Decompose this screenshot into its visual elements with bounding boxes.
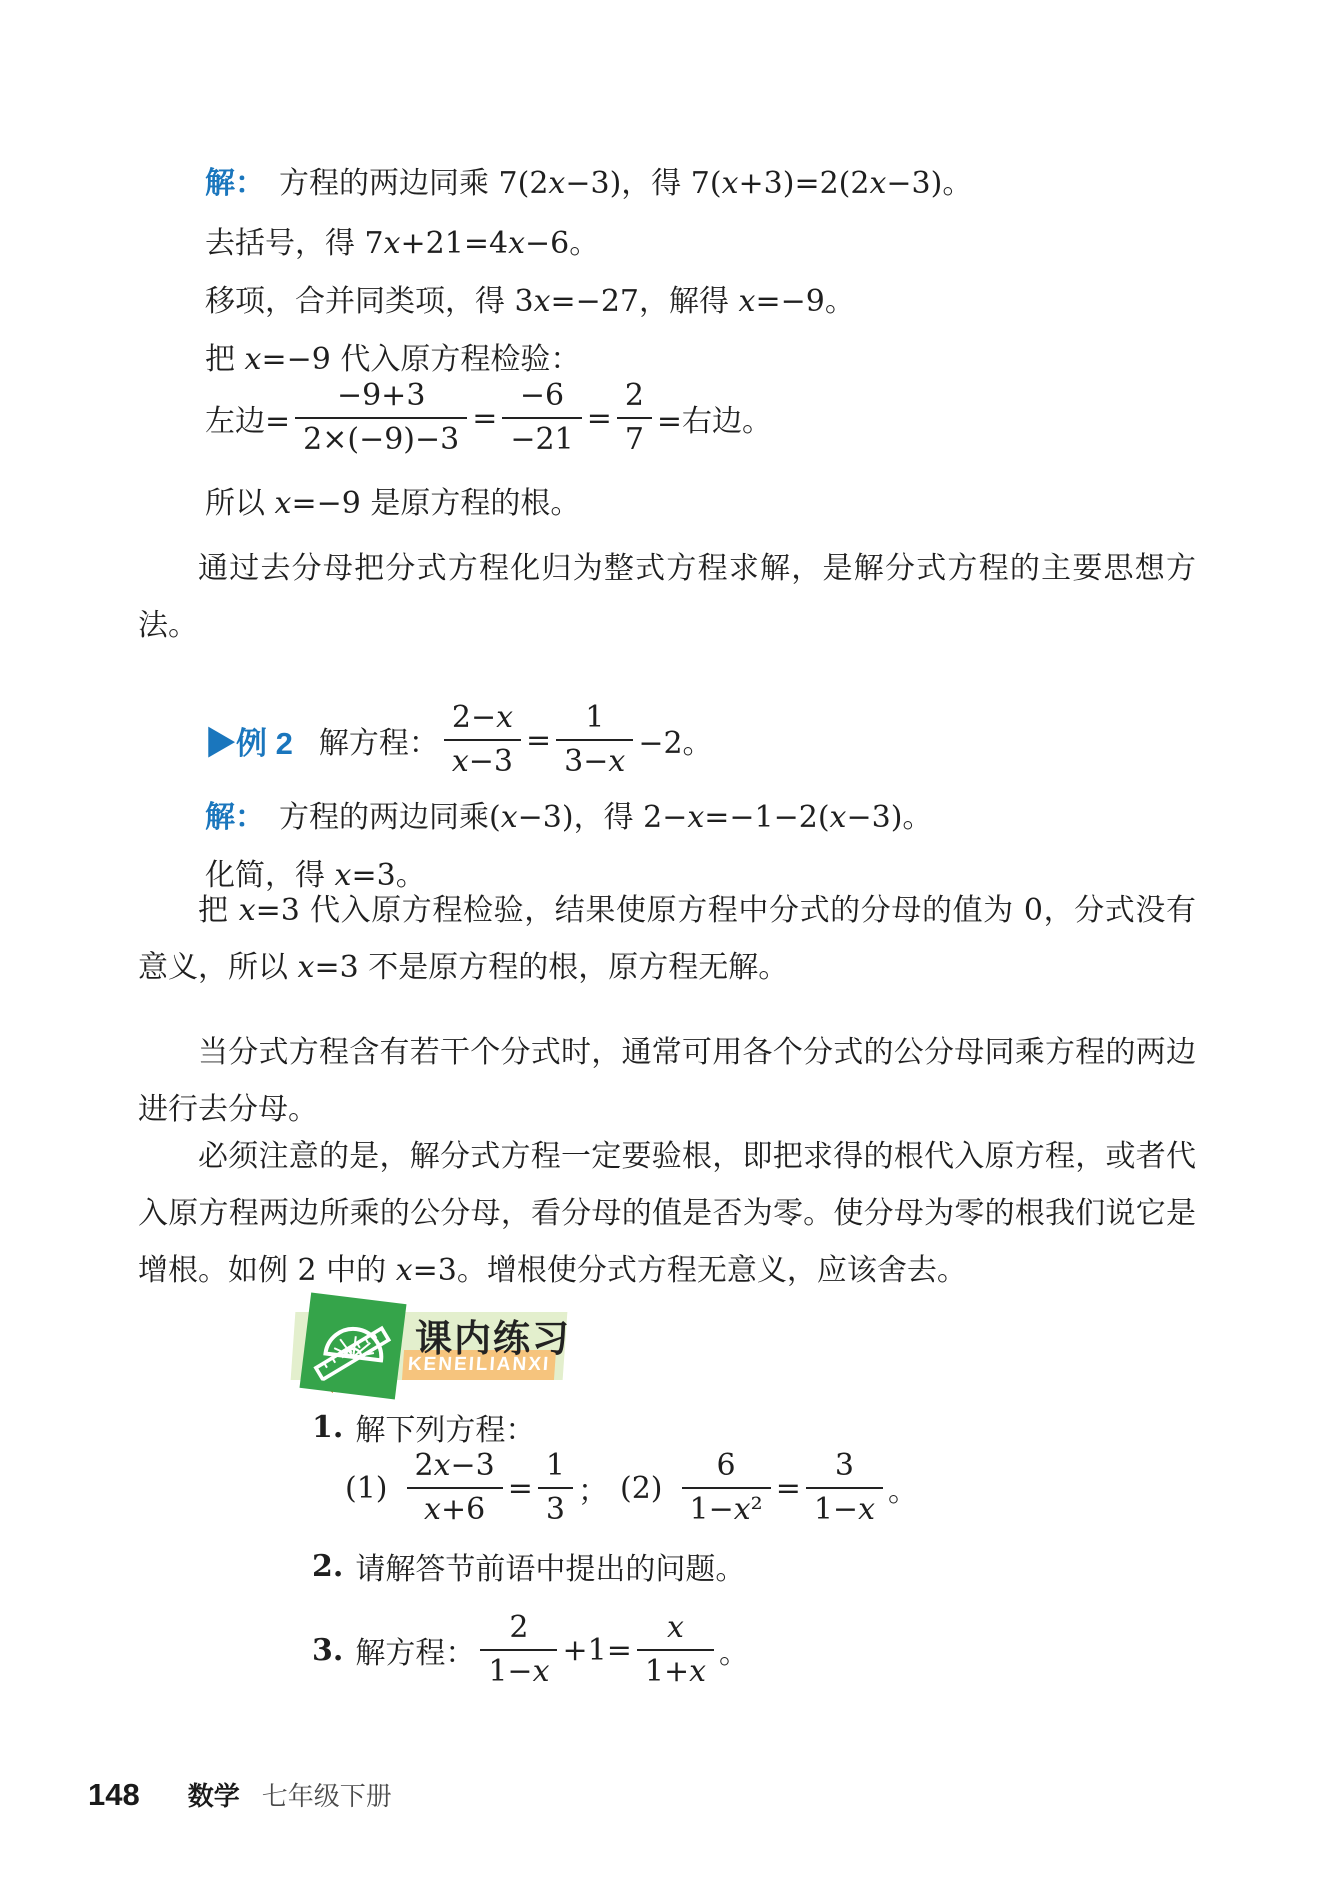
example2-lead: 解方程： xyxy=(318,726,439,761)
equals-sign: = xyxy=(526,722,552,758)
fraction-denominator: 3−x xyxy=(556,739,633,781)
exercise-number: 2. xyxy=(312,1548,344,1584)
practice-badge-title: 课内练习 xyxy=(415,1318,571,1359)
example2-fraction-2 xyxy=(556,699,633,781)
exercise-item-3 xyxy=(312,1604,749,1696)
solution1-check-equation xyxy=(205,368,772,468)
part1-fraction-1 xyxy=(407,1447,503,1529)
solution-label: 解： xyxy=(205,167,265,200)
example2-heading xyxy=(205,692,713,788)
fraction-numerator: x xyxy=(666,1610,684,1645)
practice-badge-subtitle: KENEILIANXI xyxy=(407,1354,551,1375)
paragraph-common-denominator: 当分式方程含有若干个分式时，通常可用各个分式的公分母同乘方程的两边进行去分母。 xyxy=(138,1035,1196,1127)
paragraph-method: 通过去分母把分式方程化归为整式方程求解，是解分式方程的主要思想方法。 xyxy=(138,551,1196,643)
fraction-numerator: 2 xyxy=(509,1610,529,1645)
solution1-line1-text: 方程的两边同乘 7(2x−3)，得 7(x+3)=2(2x−3)。 xyxy=(279,166,973,201)
solution1-conclusion xyxy=(205,478,580,522)
exercise-2-text: 请解答节前语中提出的问题。 xyxy=(355,1552,746,1587)
part2-tail: 。 xyxy=(887,1474,918,1509)
fraction-denominator: 1+x xyxy=(637,1649,714,1691)
exercise3-fraction-2 xyxy=(637,1609,714,1691)
fraction-denominator: x+6 xyxy=(407,1487,503,1529)
solution1-line3-text: 移项，合并同类项，得 3x=−27，解得 x=−9。 xyxy=(205,284,855,319)
practice-badge xyxy=(283,1296,583,1400)
exercise3-middle: +1= xyxy=(562,1632,632,1668)
equals-sign: = xyxy=(472,400,498,436)
exercise3-tail: 。 xyxy=(719,1636,750,1671)
exercise-number: 3. xyxy=(312,1632,344,1668)
example2-solution-line1-text: 方程的两边同乘(x−3)，得 2−x=−1−2(x−3)。 xyxy=(279,800,933,835)
exercise-1-part-1 xyxy=(345,1442,608,1534)
page-number: 148 xyxy=(88,1777,140,1812)
part1-tail: ； xyxy=(577,1474,608,1509)
footer-grade: 七年级下册 xyxy=(261,1781,392,1811)
example2-marker: ▶例 2 xyxy=(205,725,293,761)
fraction-denominator: 1−x xyxy=(806,1487,883,1529)
fraction-denominator: x−3 xyxy=(444,739,521,781)
exercise-1-part-2 xyxy=(620,1442,918,1534)
solution1-line2 xyxy=(205,218,599,262)
part2-fraction-1 xyxy=(682,1447,771,1529)
example2-solution-line2-text: 化简，得 x=3。 xyxy=(205,858,426,893)
exercise-3-lead: 解方程： xyxy=(355,1636,476,1671)
solution1-line3 xyxy=(205,276,855,320)
exercise3-fraction-1 xyxy=(480,1609,557,1691)
paragraph-example2-check: 把 x=3 代入原方程检验，结果使原方程中分式的分母的值为 0，分式没有意义，所以 x=3 不是原方程的根，原方程无解。 xyxy=(138,893,1196,985)
fraction-numerator: 6 xyxy=(716,1448,736,1483)
fraction-numerator: −6 xyxy=(519,378,565,413)
check-fraction-3 xyxy=(617,377,652,459)
exercise-1-text: 解下列方程： xyxy=(355,1413,536,1448)
part1-fraction-2 xyxy=(538,1447,573,1529)
fraction-denominator: 2×(−9)−3 xyxy=(295,417,467,459)
fraction-numerator: 3 xyxy=(834,1448,854,1483)
solution1-line1 xyxy=(205,158,972,202)
page-footer xyxy=(88,1776,392,1813)
fraction-denominator: −21 xyxy=(502,417,581,459)
exercise-item-2 xyxy=(312,1544,745,1588)
equals-sign: = xyxy=(586,400,612,436)
solution1-conclusion-text: 所以 x=−9 是原方程的根。 xyxy=(205,486,581,521)
example2-fraction-1 xyxy=(444,699,521,781)
protractor-ruler-icon xyxy=(308,1299,398,1392)
check-fraction-2 xyxy=(502,377,581,459)
solution-label: 解： xyxy=(205,801,265,834)
part-number: (2) xyxy=(620,1470,663,1506)
example2-solution-line1 xyxy=(205,792,932,836)
fraction-numerator: 1 xyxy=(585,700,605,735)
exercise-number: 1. xyxy=(312,1409,344,1445)
check-lhs: 左边= xyxy=(205,404,291,439)
check-rhs: =右边。 xyxy=(656,404,773,439)
fraction-numerator: 2−x xyxy=(451,700,514,735)
fraction-numerator: 2x−3 xyxy=(414,1448,495,1483)
solution1-line4-text: 把 x=−9 代入原方程检验： xyxy=(205,342,581,377)
fraction-denominator: 1−x xyxy=(480,1649,557,1691)
equals-sign: = xyxy=(775,1470,801,1506)
fraction-denominator: 7 xyxy=(617,417,652,459)
footer-subject: 数学 xyxy=(187,1781,240,1811)
equals-sign: = xyxy=(507,1470,533,1506)
fraction-numerator: 1 xyxy=(545,1448,565,1483)
part-number: (1) xyxy=(345,1470,388,1506)
check-fraction-1 xyxy=(295,377,467,459)
example2-tail: −2。 xyxy=(638,726,713,761)
fraction-denominator: 1−x² xyxy=(682,1487,771,1529)
paragraph-root-check-note: 必须注意的是，解分式方程一定要验根，即把求得的根代入原方程，或者代入原方程两边所乘的公分母，看分母的值是否为零。使分母为零的根我们说它是增根。如例 2 中的 x=3。增根使分式方程无意义，应该舍去。 xyxy=(138,1139,1196,1288)
fraction-denominator: 3 xyxy=(538,1487,573,1529)
fraction-numerator: −9+3 xyxy=(336,378,426,413)
solution1-line2-text: 去括号，得 7x+21=4x−6。 xyxy=(205,226,600,261)
practice-badge-square xyxy=(300,1293,407,1400)
fraction-numerator: 2 xyxy=(624,378,644,413)
part2-fraction-2 xyxy=(806,1447,883,1529)
